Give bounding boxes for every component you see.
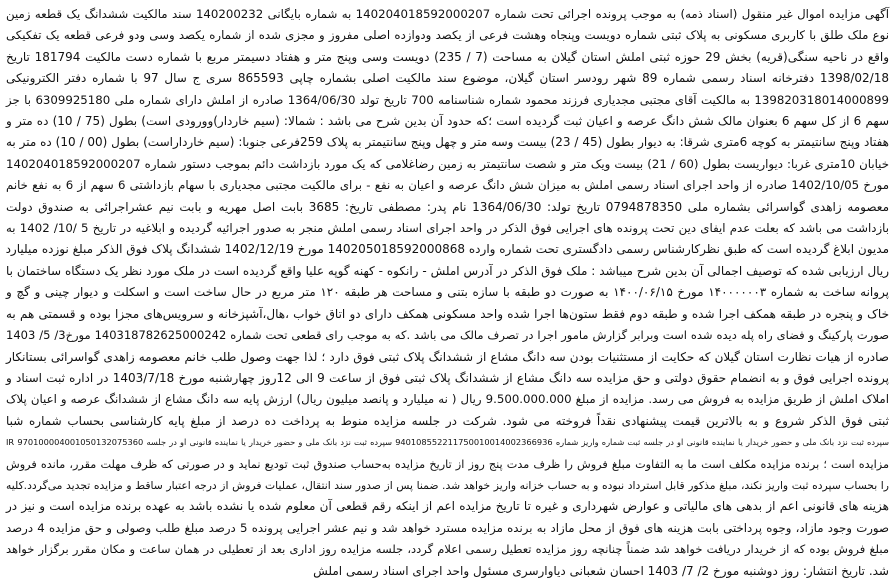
notice-line: مدیون ابلاغ گردیده است که طبق نظرکارشناس رسمی دادگستری تحت شماره وارده 140205018592000868 مورخ 1402/12/19 ششدانگ پلاک فوق الذکر مبلغ نوزده میلیارد (5, 242, 889, 257)
notice-line: آگهی مزایده اموال غیر منقول (اسناد ذمه) به موجب پرونده اجرائی تحت شماره 140204018592000207 به شماره بایگانی 140200232 سند مالکیت ششدانگ یک قطعه زمین (6, 7, 889, 21)
notice-line: هفتاد وپنج سانتیمتر به کوچه 6متری شرقا: به دیوار بطول (45 / 23) بیست وسه متر و چهل وپنج سانتیمتر به پلاک 259فرعی جنوبا: (سیم خارداراست) بطول (00 / 10) ده متر به (6, 135, 890, 150)
notice-line: صورت وجود مازاد، وجوه پرداختی بابت هزینه های فوق از محل مازاد به برنده مزایده مسترد خواهد شد و نیم عشر اجرایی پرونده 5 درصد مبلغ طلب وصولی و حق مزایده 4 درصد (6, 520, 889, 535)
notice-line: مورخ 1402/10/05 صادره از واحد اجرای اسناد رسمی املش به میزان شش دانگ عرصه و اعیان به نفع - برای مالکیت مجتبی مجدیاری با سهام بازداشتی 6 سهم از 6 به نفع خانم (6, 178, 890, 193)
notice-line: نوع ملک طلق با کاربری مسکونی به پلاک ثبتی شماره دویست وپنجاه وهشت فرعی از یکصد ودوازده اصلی مفروز و مجزی شده از شماره یکصد وسی ودو فرعی قطعه یک تفکیکی (6, 28, 889, 43)
notice-line: مزایده است ؛ برنده مزایده مکلف است ما به التفاوت مبلغ فروش را ظرف مدت پنج روز از تاریخ مزایده به‌حساب صندوق ثبت تودیع نماید و در صورتی که ظرف مهلت مقرر، مانده فروش (6, 457, 889, 471)
notice-line: را بحساب سپرده ثبت واریز نکند، مبلغ مذکور قابل استرداد نبوده و به حساب خزانه واریز خواهد شد. ضمنا پس از صدور سند انتقال، عملیات فروش از درجه اعتبار ساقط و مزایده تجدید می‌گردد.کلیه (6, 478, 889, 492)
notice-line: پرونده اجرایی فوق و به انضمام حقوق دولتی و حق مزایده سه دانگ مشاع از ششدانگ پلاک ثبتی فوق از ساعت 9 الی 12روز چهارشنبه مورخ 1403/7/18 در اداره ثبت اسناد و (6, 370, 889, 385)
notice-line: 1398/02/18 دفترخانه اسناد رسمی شماره 89 شهر رودسر استان گیلان، موضوع سند مالکیت اصلی بشماره چاپی 865593 سری ج سال 97 با شماره دفتر الکترونیکی (6, 71, 889, 86)
notice-line: صادره از هیات نظارت استان گیلان که حکایت از مستثنیات بودن سه دانگ مشاع از ششدانگ پلاک ثبتی فوق دارد ؛ لذا جهت وصول طلب خانم معصومه زاهدی گواسرائی بستانکار (6, 349, 889, 364)
notice-line: هزینه های قانونی اعم از بدهی های مالیاتی و عوارض شهرداری و غیره تا تاریخ مزایده اعم از اینکه رقم قطعی آن معلوم شده یا نشده باشد به عهده برنده مزایده است و نیز در (6, 499, 889, 514)
notice-line: ثبتی فوق الذکر شروع و به بالاترین قیمت پیشنهادی نقداً فروخته می شود. شرکت در جلسه مزایده منوط به پرداخت ده درصد از مبلغ پایه کارشناسی بحساب شماره شبا (6, 413, 889, 428)
notice-line: خاک و پنجره در طبقه همکف اجرا شده و طبقه دوم فقط ستون‌ها اجرا شده واحد مسکونی همکف دارای دو اتاق خواب ،هال،آشپزخانه و سرویس‌های مجزا بوده و قسمتی هم به (6, 306, 889, 321)
notice-line: پروانه ساخت به شماره ۱۴۰۰۰۰۰۰۳ مورخ ۱۴۰۰/۰۶/۱۵ به صورت دو طبقه با سازه بتنی و مساحت هر طبقه ۱۲۰ متر مربع در حال ساخت است و اسکلت و دیوار چینی و گچ و (6, 285, 890, 300)
notice-line: مبلغ فروش بوده که از خریدار دریافت خواهد شد ضمناً چنانچه روز مزایده تعطیل رسمی اعلام گردد، جلسه مزایده روز اداری بعد از تعطیلی در همان ساعت و مکان مقرر برگزار خواهد (6, 542, 889, 557)
notice-line: سهم 6 از کل سهم 6 بعنوان مالک شش دانگ عرصه و اعیان ثبت گردیده است ؛که حدود آن بدین شرح می باشد : شمالا: (سیم خاردار)وورودی است) بطول (75 / 10) ده متر و (6, 114, 890, 129)
notice-line: املاک املش از طریق مزایده به فروش می رسد. مزایده از مبلغ 9.500.000.000 ریال ( نه میلیارد و پانصد میلیون ریال) ارزش پایه سه دانگ مشاع از ششدانگ عرصه و اعیان پلاک (6, 392, 889, 407)
notice-line: شد. تاریخ انتشار: روز دوشنبه مورخ 2/ 7/ 1403 احسان شعبانی دیاوارسری مسئول واحد اجرای اسناد رسمی املش (313, 563, 889, 578)
notice-line: صورت پارکینگ و فضای راه پله دیده شده است وبرابر گزارش مامور اجرا در تصرف مالک می باشد .که به موجب رای قطعی تحت شماره 140318782625000242 مورخ3/ 5/ 1403 (6, 328, 889, 343)
notice-line: معصومه زاهدی گواسرائی بشماره ملی 0794878350 تاریخ تولد: 1364/06/30 نام پدر: مصطفی تاریخ: 3685 بابت اصل مهریه و بابت نیم عشراجرائی به صندوق دولت (6, 199, 890, 214)
notice-line: IR 970100004001050132075360 سپرده ثبت نزد بانک ملی و حضور خریدار یا نماینده قانونی او در جلسه ثبت شماره واریز شماره 940108552211750010014002366936 سپرده ثبت نزد بانک ملی و حضور خریدار یا نماینده قانونی او در جلسه (6, 437, 889, 448)
notice-line: واقع در ناحیه سنگی(قریه) بخش 29 حوزه ثبتی املش استان گیلان به مساحت (7 / 235) دویست وسی وپنج متر و هفتاد دسیمتر مربع با شماره دست مالکیت 181794 تاریخ (6, 49, 890, 64)
notice-line: ریال ارزیابی شده که توصیف اجمالی آن بدین شرح میباشد : ملک فوق الذکر در آدرس املش - رانکوه - کهنه گوپه علیا واقع گردیده است در ملک مورد نظر یک دستگاه ساختمان با (6, 263, 889, 278)
notice-line: خیابان 10متری غربا: دیواریست بطول (60 / 21) بیست ویک متر و شصت سانتیمتر به زمین رضاغلامی که یک مورد بازداشت دائم بموجب دستور شماره 140204018592000207 (6, 156, 889, 171)
notice-line: بازداشت می باشد که بعلت عدم ایفای دین تحت پرونده های اجرایی فوق الذکر در واحد اجرای اسناد رسمی املش منجر به صدور اجرائیه گردیده و ابلاغیه در تاریخ 5 /10/ 1402 به (6, 221, 889, 236)
notice-line: 139820318014000899 به مالکیت آقای مجتبی مجدیاری فرزند محمود شماره شناسنامه 700 تاریخ تولد 1364/06/30 صادره از املش دارای شماره ملی 6309925180 با جز (6, 92, 889, 107)
